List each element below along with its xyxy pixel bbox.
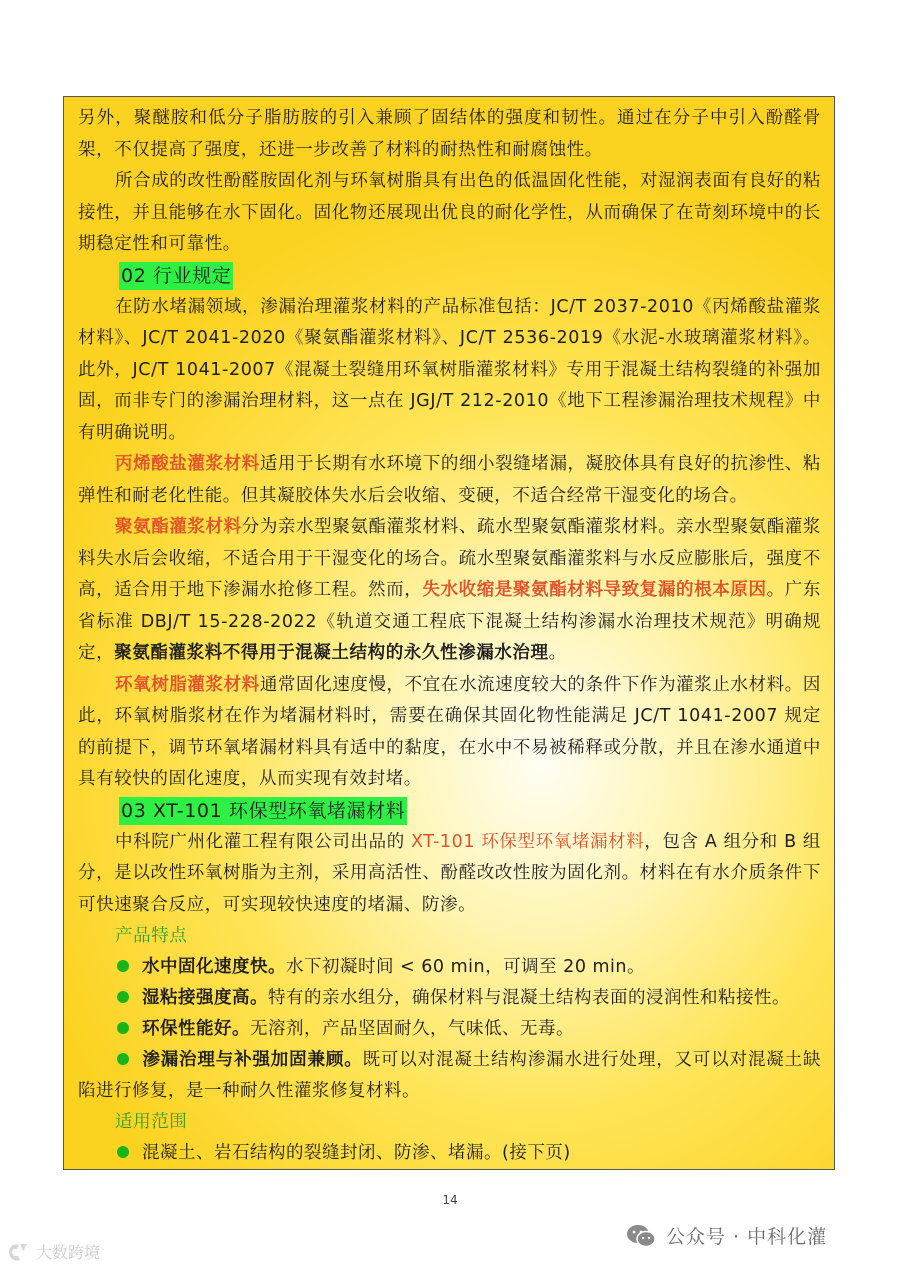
wechat-account-text: 公众号 · 中科化灌 [666, 1226, 828, 1248]
paragraph-5-text-1: 分为亲水型聚氨酯灌浆材料、疏水型聚氨酯灌浆材料。亲水型聚氨酯灌浆料失水后会收缩，不适合用于干湿变化的场合。疏水型聚氨酯灌浆料与水反应膨胀后，强度不高，适合用于地下渗漏水抢修工程。然而， [78, 517, 821, 600]
feature-item-bold: 水中固化速度快。 [142, 957, 286, 977]
product-name: XT-101 环保型环氧堵漏材料 [411, 831, 645, 852]
paragraph-5-text-3: 。 [548, 643, 567, 663]
paragraph-5-text-2: 。广东省标准 DBJ/T 15-228-2022《轨道交通工程底下混凝土结构渗漏水治理技术规范》明确规定， [78, 580, 822, 663]
paragraph-2: 所合成的改性酚醛胺固化剂与环氧树脂具有出色的低温固化性能，对湿润表面有良好的粘接性，并且能够在水下固化。固化物还展现出优良的耐化学性，从而确保了在苛刻环境中的长期稳定性和可靠性。 [78, 171, 821, 254]
bullet-icon [117, 1146, 129, 1158]
acrylate-grout-term: 丙烯酸盐灌浆材料 [115, 454, 260, 474]
scope-item [78, 1138, 821, 1169]
paragraph-1: 另外，聚醚胺和低分子脂肪胺的引入兼顾了固结体的强度和韧性。通过在分子中引入酚醛骨架，不仅提高了强度，还进一步改善了材料的耐热性和耐腐蚀性。 [78, 108, 821, 160]
paragraph-7 [78, 827, 821, 922]
feature-item-text: 水下初凝时间 < 60 min，可调至 20 min。 [286, 957, 646, 977]
bullet-icon [117, 1022, 129, 1034]
paragraph-4-text: 适用于长期有水环境下的细小裂缝堵漏，凝胶体具有良好的抗渗性、粘弹性和耐老化性能。但其凝胶体失水后会收缩、变硬，不适合经常干湿变化的场合。 [78, 454, 821, 506]
feature-item [78, 1014, 821, 1045]
paragraph-5-emphasis: 失水收缩是聚氨酯材料导致复漏的根本原因 [422, 580, 767, 600]
bullet-icon [117, 991, 129, 1003]
paragraph-3: 在防水堵漏领域，渗漏治理灌浆材料的产品标准包括：JC/T 2037-2010《丙烯酸盐灌浆材料》、JC/T 2041-2020《聚氨酯灌浆材料》、JC/T 2536-2019《水泥-水玻璃灌浆材料》。此外，JC/T 1041-2007《混凝土裂缝用环氧树脂灌浆材料》专用于混凝土结构裂缝的补强加固，而非专门的渗漏治理材料，这一点在 JGJ/T 212-2010《地下工程渗漏治理技术规程》中有明确说明。 [78, 296, 821, 443]
feature-item-bold: 渗漏治理与补强加固兼顾。 [142, 1050, 363, 1070]
paragraph-5-strong: 聚氨酯灌浆料不得用于混凝土结构的永久性渗漏水治理 [114, 643, 549, 663]
features-title: 产品特点 [115, 926, 188, 946]
document-page [63, 96, 835, 1170]
polyurethane-grout-term: 聚氨酯灌浆材料 [115, 517, 242, 537]
paragraph-6-text: 通常固化速度慢，不宜在水流速度较大的条件下作为灌浆止水材料。因此，环氧树脂浆材在作为堵漏材料时，需要在确保其固化物性能满足 JC/T 1041-2007 规定的前提下，调节环氧堵漏材料具有适中的黏度，在水中不易被稀释或分散，并且在渗水通道中具有较快的固化速度，从而实现有效封堵。 [78, 674, 821, 789]
watermark-text: 大数跨境 [36, 1243, 101, 1262]
feature-item-bold: 湿粘接强度高。 [142, 988, 268, 1008]
bullet-icon [117, 960, 129, 972]
feature-item-text: 无溶剂，产品坚固耐久，气味低、无毒。 [250, 1019, 574, 1039]
feature-item [78, 983, 821, 1014]
scope-title: 适用范围 [115, 1112, 188, 1132]
wechat-account-label [626, 1222, 827, 1249]
paragraph-4 [78, 449, 821, 512]
wechat-icon [626, 1223, 656, 1249]
feature-item-text: 特有的亲水组分，确保材料与混凝土结构表面的浸润性和粘接性。 [268, 988, 790, 1008]
epoxy-grout-term: 环氧树脂灌浆材料 [115, 674, 260, 695]
section-heading-02: 02 行业规定 [119, 262, 233, 290]
page-number: 14 [442, 1193, 458, 1207]
feature-item-text: 既可以对混凝土结构渗漏水进行处理，又可以对混凝土缺陷进行修复，是一种耐久性灌浆修复材料。 [78, 1050, 822, 1101]
feature-item [78, 952, 821, 983]
section-heading-03: 03 XT-101 环保型环氧堵漏材料 [119, 797, 407, 825]
paragraph-6 [78, 670, 821, 796]
paragraph-7-text-2: ，包含 A 组分和 B 组分，是以改性环氧树脂为主剂，采用高活性、酚醛改改性胺为固化剂。材料在有水介质条件下可快速聚合反应，可实现较快速度的堵漏、防渗。 [78, 831, 821, 915]
feature-item-bold: 环保性能好。 [142, 1019, 250, 1039]
paragraph-7-text-1: 中科院广州化灌工程有限公司出品的 [115, 831, 412, 852]
scope-item-text: 混凝土、岩石结构的裂缝封闭、防渗、堵漏。(接下页) [142, 1143, 571, 1163]
bullet-icon [117, 1053, 129, 1065]
watermark-logo-icon [6, 1241, 30, 1263]
feature-item [78, 1045, 821, 1107]
paragraph-5 [78, 512, 821, 670]
watermark [6, 1240, 100, 1263]
